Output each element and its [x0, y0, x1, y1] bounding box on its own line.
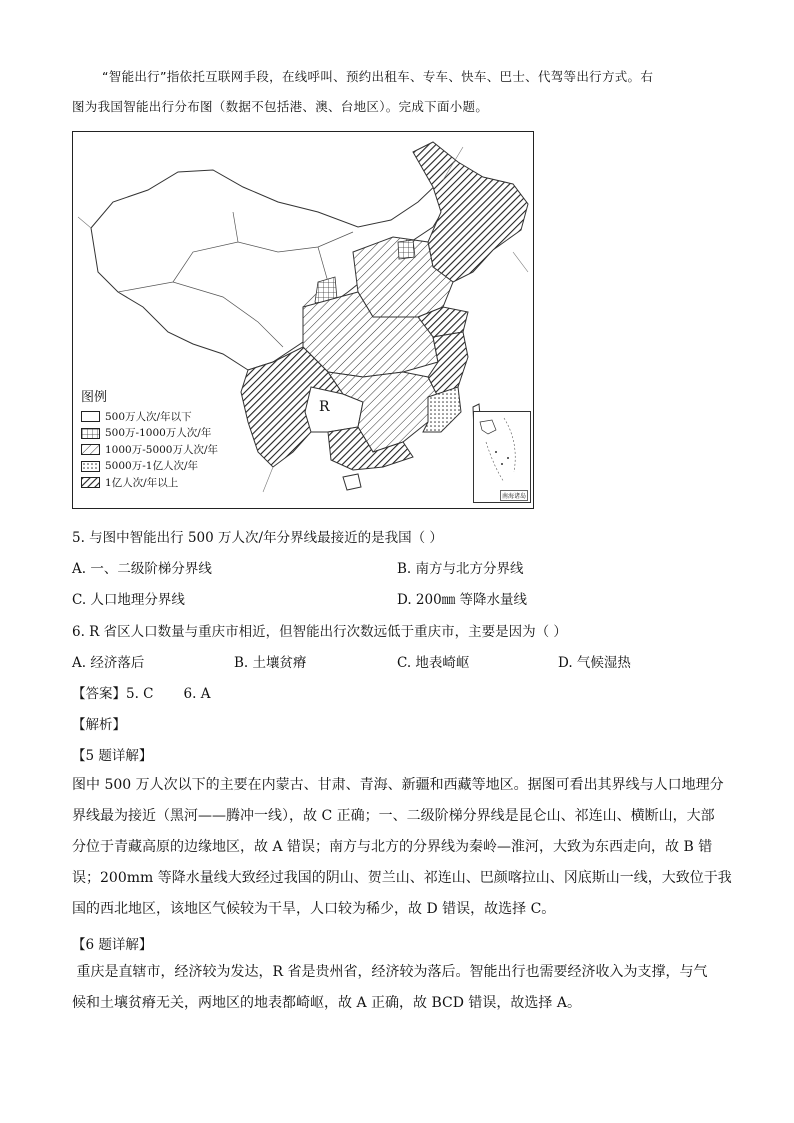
hainan-island — [343, 474, 361, 490]
legend-item — [81, 409, 218, 426]
question-6-stem: 6. R 省区人口数量与重庆市相近，但智能出行次数远低于重庆市，主要是因为（ ） — [72, 624, 567, 640]
legend-title: 图例 — [81, 390, 108, 405]
inset-caption: 南海诸岛 — [500, 490, 528, 501]
east-coast-region — [428, 332, 468, 397]
intro-line-1: “智能出行”指依托互联网手段，在线呼叫、预约出租车、专车、快车、巴士、代驾等出行方式。右 — [102, 69, 654, 84]
q6-option-c: C. 地表崎岖 — [397, 655, 470, 671]
detail-6-line: 重庆是直辖市，经济较为发达，R 省是贵州省，经济较为落后。智能出行也需要经济收入为支撑，与气 — [72, 964, 708, 980]
legend-swatch-diag-sparse — [81, 444, 100, 455]
legend-label: 1亿人次/年以上 — [105, 476, 179, 489]
detail-5-tag: 【5 题详解】 — [72, 748, 153, 764]
legend-item — [81, 425, 218, 442]
detail-6-line: 候和土壤贫瘠无关，两地区的地表都崎岖，故 A 正确，故 BCD 错误，故选择 A。 — [72, 995, 581, 1011]
detail-5-line: 图中 500 万人次以下的主要在内蒙古、甘肃、青海、新疆和西藏等地区。据图可看出其界线与人口地理分 — [72, 777, 724, 793]
legend-swatch-grid — [81, 428, 100, 439]
legend-label: 5000万-1亿人次/年 — [105, 460, 198, 472]
legend-swatch-blank — [81, 411, 100, 422]
china-smart-travel-map — [72, 131, 534, 509]
detail-5-line: 界线最为接近（黑河——腾冲一线），故 C 正确；一、二级阶梯分界线是昆仑山、祁连山、横断山，大部 — [72, 808, 715, 824]
legend-item — [81, 442, 218, 459]
q5-option-d: D. 200㎜ 等降水量线 — [397, 592, 527, 608]
south-china-sea-inset — [473, 411, 531, 503]
q5-option-a: A. 一、二级阶梯分界线 — [72, 561, 212, 577]
answer-line — [72, 682, 210, 702]
q6-option-d: D. 气候湿热 — [558, 655, 631, 671]
detail-5-line: 误；200mm 等降水量线大致经过我国的阴山、贺兰山、祁连山、巴颜喀拉山、冈底斯山一线，大致位于我 — [72, 870, 732, 886]
legend-label: 1000万-5000万人次/年 — [105, 443, 219, 456]
q5-option-c: C. 人口地理分界线 — [72, 592, 185, 608]
province-label-r: R — [319, 399, 330, 415]
detail-6-tag: 【6 题详解】 — [72, 937, 153, 953]
intro-paragraph — [72, 62, 732, 122]
legend-swatch-diag-dense — [81, 477, 100, 488]
q5-option-b: B. 南方与北方分界线 — [397, 561, 524, 577]
intro-line-2: 图为我国智能出行分布图（数据不包括港、澳、台地区）。完成下面小题。 — [72, 99, 489, 114]
detail-5-body — [72, 770, 732, 925]
q6-option-a: A. 经济落后 — [72, 655, 145, 671]
legend-item — [81, 475, 218, 492]
detail-5-line: 国的西北地区，该地区气候较为干旱，人口较为稀少，故 D 错误，故选择 C。 — [72, 901, 556, 917]
q6-option-b: B. 土壤贫瘠 — [234, 655, 307, 671]
legend-swatch-dots — [81, 461, 100, 472]
question-5-stem: 5. 与图中智能出行 500 万人次/年分界线最接近的是我国（ ） — [72, 530, 443, 546]
inset-drawing — [474, 412, 530, 492]
legend-label: 500万-1000万人次/年 — [105, 427, 212, 439]
beijing-grid — [398, 240, 415, 259]
detail-6-body — [72, 957, 732, 1019]
detail-5-line: 分位于青藏高原的边缘地区，故 A 错误；南方与北方的分界线为秦岭—淮河，大致为东西走向，故 B 错 — [72, 839, 713, 855]
legend-label: 500万人次/年以下 — [105, 410, 192, 423]
analysis-tag: 【解析】 — [72, 717, 126, 733]
answer-text: 5. C 6. A — [126, 686, 211, 702]
legend-item — [81, 458, 218, 475]
answer-tag: 【答案】 — [72, 686, 126, 702]
map-legend — [81, 390, 218, 491]
